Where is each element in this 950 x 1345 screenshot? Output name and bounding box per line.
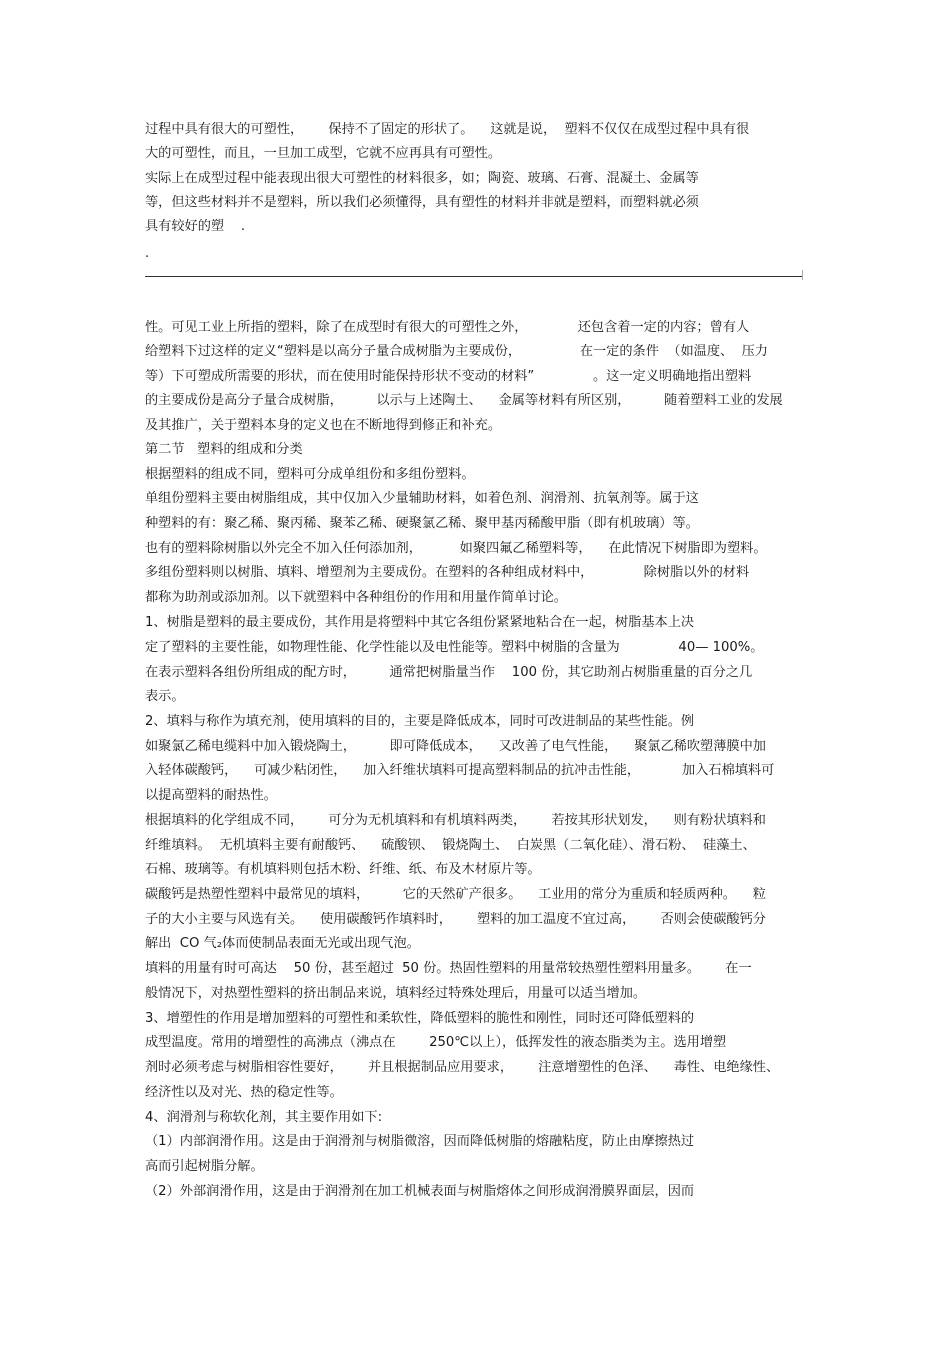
text-line: （2）外部润滑作用，这是由于润滑剂在加工机械表面与树脂熔体之间形成润滑膜界面层，因而 xyxy=(145,1184,695,1199)
text-line: 1、树脂是塑料的最主要成份，其作用是将塑料中其它各组份紧紧地粘合在一起，树脂基本上决 xyxy=(145,615,695,630)
text-line: 填料的用量有时可高达 50 份，甚至超过 50 份。热固性塑料的用量常较热塑性塑料用量多。 在一 xyxy=(145,961,752,976)
text-line: 定了塑料的主要性能，如物理性能、化学性能以及电性能等。塑料中树脂的含量为 40— 100%。 xyxy=(145,640,764,655)
text-line: 以提高塑料的耐热性。 xyxy=(145,788,277,803)
text-line: 单组份塑料主要由树脂组成，其中仅加入少量辅助材料，如着色剂、润滑剂、抗氧剂等。属于这 xyxy=(145,491,699,506)
page-separator-rule xyxy=(145,276,803,277)
text-line: 入轻体碳酸钙， 可减少粘闭性， 加入纤维状填料可提高塑料制品的抗冲击性能， 加入石棉填料可 xyxy=(145,763,775,778)
text-line: 性。可见工业上所指的塑料，除了在成型时有很大的可塑性之外， 还包含着一定的内容；曾有人 xyxy=(145,320,750,335)
text-line: 表示。 xyxy=(145,689,185,704)
text-line: 给塑料下过这样的定义“塑料是以高分子量合成树脂为主要成份， 在一定的条件 （如温度、 压力 xyxy=(145,344,768,359)
text-line: 种塑料的有：聚乙稀、聚丙稀、聚苯乙稀、硬聚氯乙稀、聚甲基丙稀酸甲脂（即有机玻璃）等。 xyxy=(145,516,699,531)
section-heading: 第二节 塑料的组成和分类 xyxy=(145,442,303,457)
text-line: 子的大小主要与风选有关。 使用碳酸钙作填料时， 塑料的加工温度不宜过高， 否则会使碳酸钙分 xyxy=(145,912,766,927)
text-line: 实际上在成型过程中能表现出很大可塑性的材料很多，如；陶瓷、玻璃、石膏、混凝土、金属等 xyxy=(145,171,699,186)
text-line: 也有的塑料除树脂以外完全不加入任何添加剂， 如聚四氟乙稀塑料等， 在此情况下树脂即为塑料。 xyxy=(145,541,767,556)
text-line: 般情况下，对热塑性塑料的挤出制品来说，填料经过特殊处理后，用量可以适当增加。 xyxy=(145,986,647,1001)
text-line: 过程中具有很大的可塑性， 保持不了固定的形状了。 这就是说， 塑料不仅仅在成型过程中具有很 xyxy=(145,122,750,137)
text-line: 如聚氯乙稀电缆料中加入锻烧陶土， 即可降低成本， 又改善了电气性能， 聚氯乙稀吹塑薄膜中加 xyxy=(145,739,766,754)
text-line: 解出 CO 气₂体而使制品表面无光或出现气泡。 xyxy=(145,936,420,951)
page-separator-end xyxy=(802,270,803,280)
text-line: 具有较好的塑 . xyxy=(145,219,246,234)
text-line: 碳酸钙是热塑性塑料中最常见的填料， 它的天然矿产很多。 工业用的常分为重质和轻质两种。 粒 xyxy=(145,887,766,902)
text-line: 3、增塑性的作用是增加塑料的可塑性和柔软性，降低塑料的脆性和刚性，同时还可降低塑料的 xyxy=(145,1011,695,1026)
text-line: 根据填料的化学组成不同， 可分为无机填料和有机填料两类， 若按其形状划发， 则有粉状填料和 xyxy=(145,813,766,828)
text-line: 剂时必须考虑与树脂相容性要好， 并且根据制品应用要求， 注意增塑性的色泽、 毒性、电绝缘性、 xyxy=(145,1060,780,1075)
text-line: 等）下可塑成所需要的形状，而在使用时能保持形状不变动的材料” 。这一定义明确地指出塑料 xyxy=(145,369,752,384)
text-line: 等，但这些材料并不是塑料，所以我们必须懂得，具有塑性的材料并非就是塑料，而塑料就必须 xyxy=(145,195,699,210)
text-line: 及其推广，关于塑料本身的定义也在不断地得到修正和补充。 xyxy=(145,418,502,433)
text-line: （1）内部润滑作用。这是由于润滑剂与树脂微溶，因而降低树脂的熔融粘度，防止由摩擦热过 xyxy=(145,1134,695,1149)
text-line: 高而引起树脂分解。 xyxy=(145,1159,264,1174)
text-line: 的主要成份是高分子量合成树脂， 以示与上述陶土、 金属等材料有所区别， 随着塑料工业的发展 xyxy=(145,393,783,408)
text-line: 纤维填料。 无机填料主要有耐酸钙、 硫酸钡、 锻烧陶土、 白炭黑（二氧化硅）、滑石粉、 硅藻土、 xyxy=(145,838,756,853)
text-line: 多组份塑料则以树脂、填料、增塑剂为主要成份。在塑料的各种组成材料中， 除树脂以外的材料 xyxy=(145,565,750,580)
trailing-mark: . xyxy=(145,246,150,261)
text-line: 大的可塑性，而且，一旦加工成型，它就不应再具有可塑性。 xyxy=(145,146,502,161)
text-line: 根据塑料的组成不同，塑料可分成单组份和多组份塑料。 xyxy=(145,467,475,482)
text-line: 经济性以及对光、热的稳定性等。 xyxy=(145,1085,343,1100)
text-line: 成型温度。常用的增塑性的高沸点（沸点在 250℃以上），低挥发性的液态脂类为主。选用增塑 xyxy=(145,1035,727,1050)
text-line: 都称为助剂或添加剂。以下就塑料中各种组份的作用和用量作简单讨论。 xyxy=(145,590,567,605)
text-line: 石棉、玻璃等。有机填料则包括木粉、纤维、纸、布及木材原片等。 xyxy=(145,862,541,877)
text-line: 2、填料与称作为填充剂，使用填料的目的，主要是降低成本，同时可改进制品的某些性能。例 xyxy=(145,714,695,729)
text-line: 在表示塑料各组份所组成的配方时， 通常把树脂量当作 100 份，其它助剂占树脂重量的百分之几 xyxy=(145,665,753,680)
text-line: 4、润滑剂与称软化剂，其主要作用如下: xyxy=(145,1110,383,1125)
